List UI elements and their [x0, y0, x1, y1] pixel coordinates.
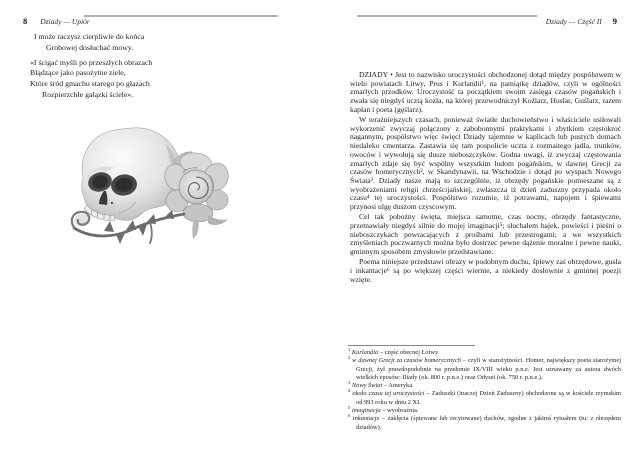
- right-header-title: Dziady — Część II: [545, 17, 602, 26]
- stanza: [34, 32, 152, 54]
- footnote-number: 4: [348, 388, 351, 394]
- verse-line: «I ścigać myśli po przeszłych obrazach: [30, 57, 153, 67]
- skull-rose-illustration: [70, 125, 230, 255]
- left-running-head: [23, 11, 90, 29]
- verse-line: Grobowej dosłuchać mowy.: [46, 42, 134, 52]
- verse-line: Rozpierzchłe gałązki ściele».: [42, 89, 134, 99]
- footnote-text: – Ameryka.: [382, 382, 414, 390]
- footnote: [348, 357, 621, 382]
- footnote-term: Kurlandia: [351, 349, 379, 356]
- footnote-term: Nowy Świat: [351, 382, 383, 390]
- stanza: [30, 58, 152, 101]
- right-page-number: 9: [612, 16, 617, 26]
- left-header-rule: [84, 15, 278, 17]
- footnote-number: 6: [348, 413, 351, 419]
- footnote-number: 1: [348, 346, 351, 352]
- left-page-number: 8: [23, 16, 28, 26]
- footnote-text: – Zaduszki (inaczej Dzień Zaduszny) obchodzone są w kościele rzymskim od 993 roku w dniu 2 XI.: [356, 390, 621, 406]
- footnote-term: około czasu tej uroczystości: [352, 390, 425, 398]
- footnote-text: – czyli w starożytności. Homer, największy poeta starożytnej Grecji, żył prawdopodobnie na przełomie IX/VIII wieku p.n.e. Jest uznawany za autora dwóch wielkich eposów: Iliady (ok. 800 r. p.n.e.) oraz Odysei (ok. 750 r. p.n.e.).: [356, 357, 621, 381]
- main-text: [350, 71, 621, 286]
- footnotes-block: [348, 345, 621, 432]
- verse-line: Które śród gmachu starego po głazach: [30, 79, 150, 89]
- right-running-head: [546, 11, 617, 29]
- footnote-term: inkantacje: [352, 415, 380, 423]
- paragraph: W teraźniejszych czasach, ponieważ światłe duchowieństwo i właściciele usiłowali wykorzenić zwyczaj połączony z zabobonnymi praktykami i zbytkiem częstokroć nagannym, pospólstwo więc święci Dziady tajemnie w kaplicach lub pustych domach niedaleko cmentarza. Zastawia się tam pospolicie uczta z rozmaitego jadła, trunków, owoców i wywołują się dusze nieboszczyków. Godna uwagi, iż zwyczaj częstowania zmarłych zdaje się być wspólny wszystkim ludom pogańskim, w dawnej Grecji za czasów homerycznych², w Skandynawii, na Wschodzie i dotąd po wyspach Nowego Świata³. Dziady nasze mają to szczególnie, iż obrzędy pogańskie pomieszane są z wyobrażeniami religii chrześcijańskiej, zwłaszcza iż dzień zaduszny przypada około czasu⁴ tej uroczystości. Pospólstwo rozumie, iż potrawami, napojem i śpiewami przynosi ulgę duszom czyscowym.: [350, 115, 621, 212]
- footnote-term: imaginacja: [351, 407, 381, 415]
- footnote: [348, 390, 621, 407]
- footnote-number: 3: [348, 380, 351, 386]
- footnote-number: 2: [348, 355, 351, 361]
- footnote-number: 5: [348, 404, 351, 410]
- verse-line: Błądzące jako pasożytne ziele,: [30, 68, 126, 78]
- paragraph: Poema niniejsze przedstawi obrazy w podobnym duchu, śpiewy zaś obrzędowe, gusła i inkantacje⁶ są po większej części wiernie, a niekiedy dosłownie z gminnej poezji wzięte.: [350, 257, 621, 284]
- footnote-separator: [348, 345, 475, 346]
- paragraph: Cel tak pobożny święta, miejsca samotne, czas nocny, obrzędy fantastyczne, przemawiały niegdyś silnie do mojej imaginacji⁵; słuchałem bajek, powieści i pieśni o nieboszczykach powracających z prośbami lub przestrogami; a we wszystkich zmyśleniach poczwarnych można było dostrzec pewne dążenie moralne i pewne nauki, gminnym sposobem zmysłowie przedstawiane.: [350, 212, 621, 257]
- footnote-text: – wyobraźnia.: [380, 407, 419, 415]
- paragraph: DZIADY • Jest to nazwisko uroczystości obchodzonej dotąd między pospólstwem w wielu powiatach Litwy, Prus i Kurlandii¹, na pamiątkę dziadów, czyli w ogólności zmarłych przodków. Uroczystość ta początkiem swoim zasięga czasów pogańskich i zwała się niegdyś ucztą kozła, na której przewodniczył Koźlarz, Huslar, Guślarz, razem kapłan i poeta (gęślarz).: [350, 70, 621, 114]
- footnote-text: – zaklęcia (śpiewane lub recytowane) duchów, zgodne z jakimś rytuałem (tu: z obrzędem dziadów).: [356, 415, 621, 431]
- footnote: [348, 415, 621, 432]
- left-header-title: Dziady — Upiór: [40, 17, 90, 26]
- verse-block: [30, 32, 152, 105]
- footnote-text: – część obecnej Łotwy.: [378, 349, 440, 356]
- right-header-rule: [357, 15, 537, 17]
- footnote-term: w dawnej Grecji za czasów homerycznych: [352, 357, 461, 365]
- verse-line: I może raczysz cierpliwie do końca: [34, 32, 145, 41]
